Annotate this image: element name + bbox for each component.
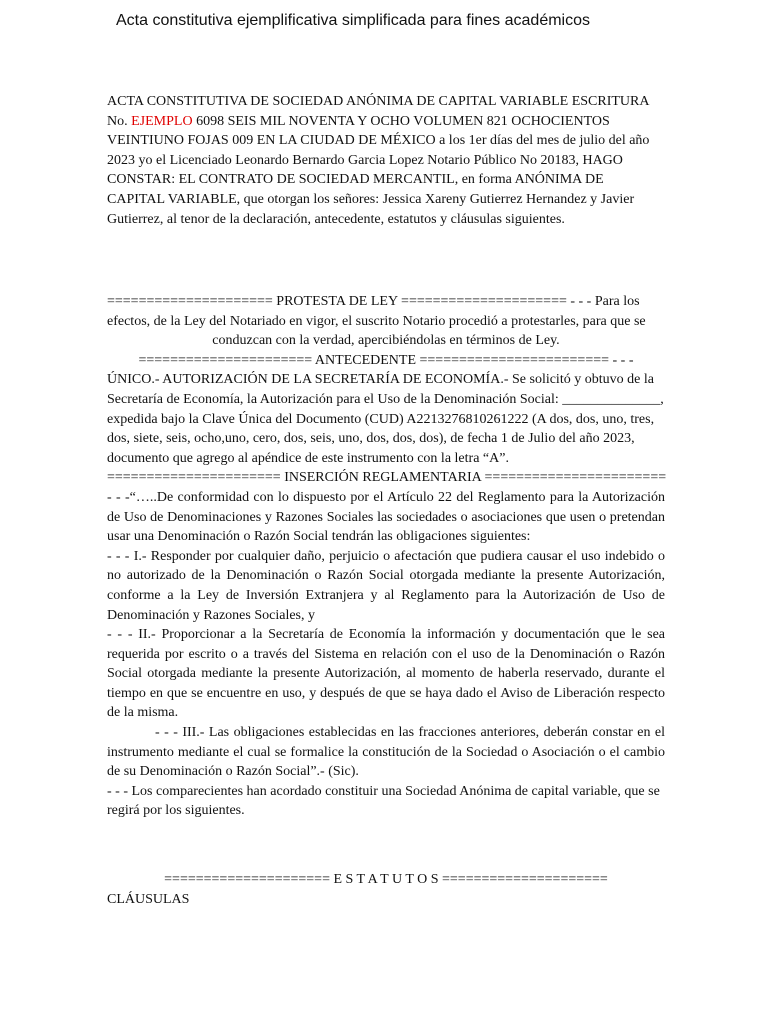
- insercion-closing-line: - - - Los comparecientes han acordado constituir una Sociedad Anónima de capital variable, que se: [107, 783, 660, 799]
- insercion-item-3: [107, 723, 665, 782]
- intro-number-rest: 6098 SEIS MIL NOVENTA Y OCHO VOLUMEN 821 OCHOCIENTOS: [192, 113, 610, 129]
- insercion-item-3-text: - - - III.- Las obligaciones establecidas en las fracciones anteriores, deberán constar en el instrumento mediante el cual se formalice la constitución de la Sociedad o Asociación o el cambio de su Denominación o Razón Social”.- (Sic).: [107, 725, 665, 780]
- insercion-item-2: - - - II.- Proporcionar a la Secretaría de Economía la información y documentación que le sea requerida por escrito o a través del Sistema en relación con el uso de la Denominación o Razón Social otorgada mediante la presente Autorización, al momento de haberla reservado, durante el tiempo en que se encuentre en uso, y después de que se haya dado el Aviso de Liberación respecto de la misma.: [107, 627, 665, 721]
- insercion-quote-intro: - - -“…..De conformidad con lo dispuesto por el Artículo 22 del Reglamento para la Autorización de Uso de Denominaciones y Razones Sociales las sociedades o asociaciones que usen o pretendan usar una Denominación o Razón Social tendrán las obligaciones siguientes:: [107, 489, 665, 545]
- antecedente-line: expedida bajo la Clave Única del Documento (CUD) A2213276810261222 (A dos, dos, uno, tres,: [107, 411, 655, 427]
- intro-line: Gutierrez, al tenor de la declaración, antecedente, estatutos y cláusulas siguientes.: [107, 211, 565, 227]
- clausulas-label: CLÁUSULAS: [107, 891, 190, 907]
- intro-line: CAPITAL VARIABLE, que otorgan los señores: Jessica Xareny Gutierrez Hernandez y Javier: [107, 191, 635, 207]
- antecedente-line: Secretaría de Economía, la Autorización para el Uso de la Denominación Social: ______________,: [107, 391, 664, 407]
- document-header-title: Acta constitutiva ejemplificativa simplificada para fines académicos: [116, 12, 590, 29]
- insercion-closing-line: regirá por los siguientes.: [107, 803, 245, 819]
- protesta-line: conduzcan con la verdad, apercibiéndolas en términos de Ley.: [212, 333, 560, 349]
- protesta-heading: ===================== PROTESTA DE LEY ===================== - - - Para los: [107, 294, 640, 309]
- intro-line: 2023 yo el Licenciado Leonardo Bernardo Garcia Lopez Notario Público No 20183, HAGO: [107, 152, 623, 168]
- body-section: [107, 292, 665, 821]
- protesta-line: efectos, de la Ley del Notariado en vigor, el suscrito Notario procedió a protestarles, para que se: [107, 313, 646, 329]
- antecedente-line: ÚNICO.- AUTORIZACIÓN DE LA SECRETARÍA DE ECONOMÍA.- Se solicitó y obtuvo de la: [107, 372, 654, 388]
- insercion-heading: ====================== INSERCIÓN REGLAMENTARIA =======================: [107, 470, 667, 486]
- intro-line: VEINTIUNO FOJAS 009 EN LA CIUDAD DE MÉXICO a los 1er días del mes de julio del año: [107, 133, 650, 149]
- intro-number-prefix: No.: [107, 113, 132, 129]
- intro-line: ACTA CONSTITUTIVA DE SOCIEDAD ANÓNIMA DE CAPITAL VARIABLE ESCRITURA: [107, 94, 650, 109]
- estatutos-heading: ===================== E S T A T U T O S =====================: [164, 872, 608, 887]
- insercion-item-1: - - - I.- Responder por cualquier daño, perjuicio o afectación que pudiera causar el uso indebido o no autorizado de la Denominación o Razón Social otorgada mediante la presente Autorización, conforme a la Ley de Inversión Extranjera y al Reglamento para la Autorización de Uso de Denominación y Razones Sociales, y: [107, 548, 665, 623]
- example-marker: EJEMPLO: [131, 113, 193, 129]
- intro-line: CONSTAR: EL CONTRATO DE SOCIEDAD MERCANTIL, en forma ANÓNIMA DE: [107, 172, 604, 188]
- intro-paragraph: [107, 92, 665, 229]
- antecedente-heading: ====================== ANTECEDENTE ======================== - - -: [138, 352, 634, 368]
- antecedente-line: documento que agrego al apéndice de este instrumento con la letra “A”.: [107, 450, 509, 466]
- antecedente-line: dos, siete, seis, ocho,uno, cero, dos, seis, uno, dos, dos, dos), de fecha 1 de Julio del año 2023,: [107, 431, 635, 447]
- estatutos-section: [107, 870, 665, 909]
- intro-line: [107, 112, 665, 132]
